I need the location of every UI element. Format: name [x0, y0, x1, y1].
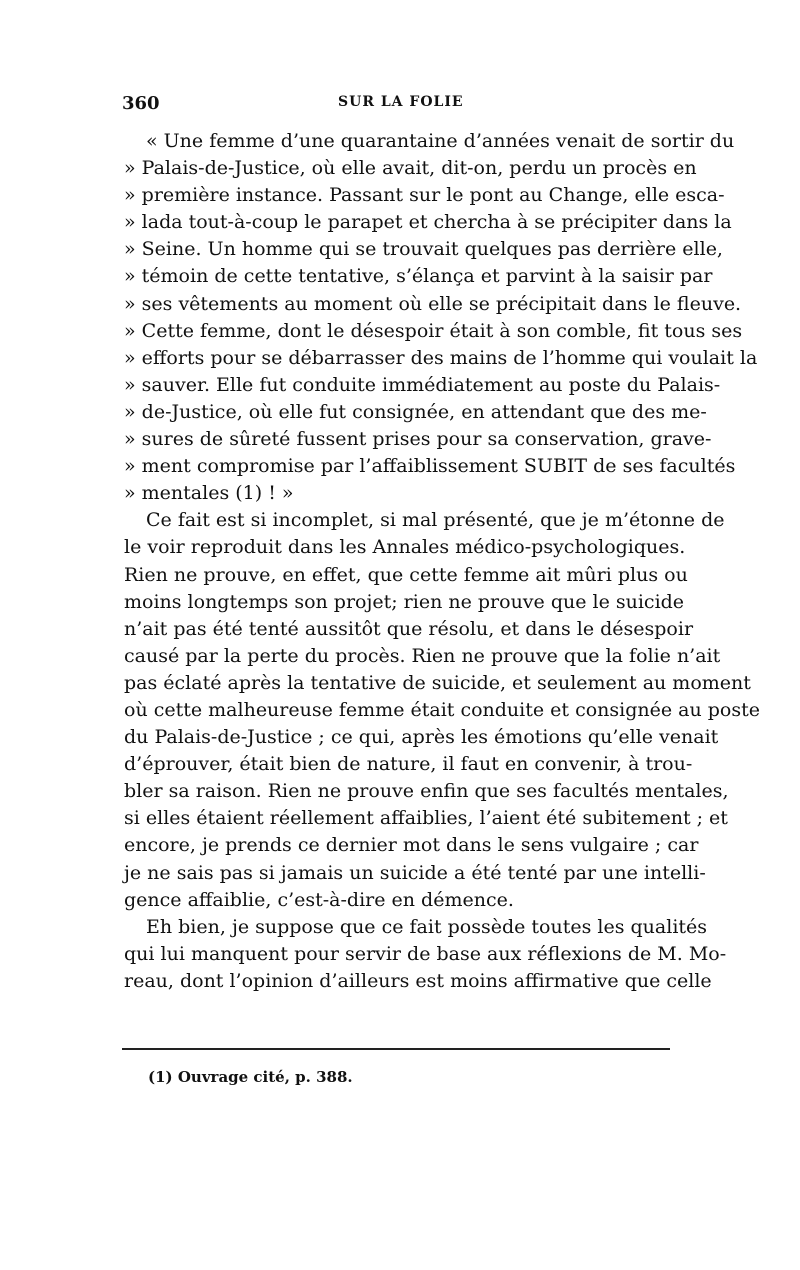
text-line: » première instance. Passant sur le pont au Change, elle esca-	[124, 184, 725, 207]
text-line: moins longtemps son projet; rien ne prouve que le suicide	[124, 590, 685, 613]
text-line: du Palais-de-Justice ; ce qui, après les émotions qu’elle venait	[124, 726, 719, 749]
text-line: » de-Justice, où elle fut consignée, en attendant que des me-	[124, 400, 707, 423]
text-line: si elles étaient réellement affaiblies, l’aient été subitement ; et	[124, 807, 728, 830]
page-header	[122, 93, 670, 123]
text-line: » Seine. Un homme qui se trouvait quelques pas derrière elle,	[124, 238, 723, 261]
text-line: gence affaiblie, c’est-à-dire en démence.	[124, 888, 514, 911]
text-line: » témoin de cette tentative, s’élança et parvint à la saisir par	[124, 265, 713, 288]
text-line: Ce fait est si incomplet, si mal présenté, que je m’étonne de	[146, 509, 725, 532]
text-line: n’ait pas été tenté aussitôt que résolu, et dans le désespoir	[124, 617, 694, 640]
text-line: causé par la perte du procès. Rien ne prouve que la folie n’ait	[124, 644, 721, 667]
text-line: qui lui manquent pour servir de base aux réflexions de M. Mo-	[124, 942, 727, 965]
text-line: » mentales (1) ! »	[124, 482, 294, 505]
page-number: 360	[122, 93, 160, 114]
text-line: » ses vêtements au moment où elle se précipitait dans le fleuve.	[124, 292, 742, 315]
text-line: Eh bien, je suppose que ce fait possède toutes les qualités	[146, 915, 708, 938]
footnote: (1) Ouvrage cité, p. 388.	[148, 1068, 353, 1086]
text-line: » ment compromise par l’affaiblissement SUBIT de ses facultés	[124, 455, 736, 478]
text-line: » lada tout-à-coup le parapet et chercha à se précipiter dans la	[124, 211, 732, 234]
text-line: » sauver. Elle fut conduite immédiatement au poste du Palais-	[124, 373, 721, 396]
text-line: je ne sais pas si jamais un suicide a été tenté par une intelli-	[124, 861, 706, 884]
text-line: encore, je prends ce dernier mot dans le sens vulgaire ; car	[124, 834, 699, 857]
body-text	[124, 128, 760, 995]
text-line: pas éclaté après la tentative de suicide, et seulement au moment	[124, 671, 751, 694]
footnote-rule	[122, 1048, 670, 1050]
text-line: » Cette femme, dont le désespoir était à son comble, fit tous ses	[124, 319, 743, 342]
text-line: » Palais-de-Justice, où elle avait, dit-on, perdu un procès en	[124, 157, 697, 180]
text-line: Rien ne prouve, en effet, que cette femme ait mûri plus ou	[124, 563, 688, 586]
text-line: « Une femme d’une quarantaine d’années venait de sortir du	[146, 130, 735, 152]
text-line: d’éprouver, était bien de nature, il faut en convenir, à trou-	[124, 753, 693, 776]
text-line: » efforts pour se débarrasser des mains de l’homme qui voulait la	[124, 346, 758, 369]
running-head: SUR LA FOLIE	[338, 94, 464, 110]
text-line: » sures de sûreté fussent prises pour sa conservation, grave-	[124, 428, 712, 451]
text-line: le voir reproduit dans les Annales médico-psychologiques.	[124, 536, 686, 559]
text-line: où cette malheureuse femme était conduite et consignée au poste	[124, 698, 760, 721]
text-line: bler sa raison. Rien ne prouve enfin que ses facultés mentales,	[124, 780, 729, 803]
text-line: reau, dont l’opinion d’ailleurs est moins affirmative que celle	[124, 969, 712, 992]
